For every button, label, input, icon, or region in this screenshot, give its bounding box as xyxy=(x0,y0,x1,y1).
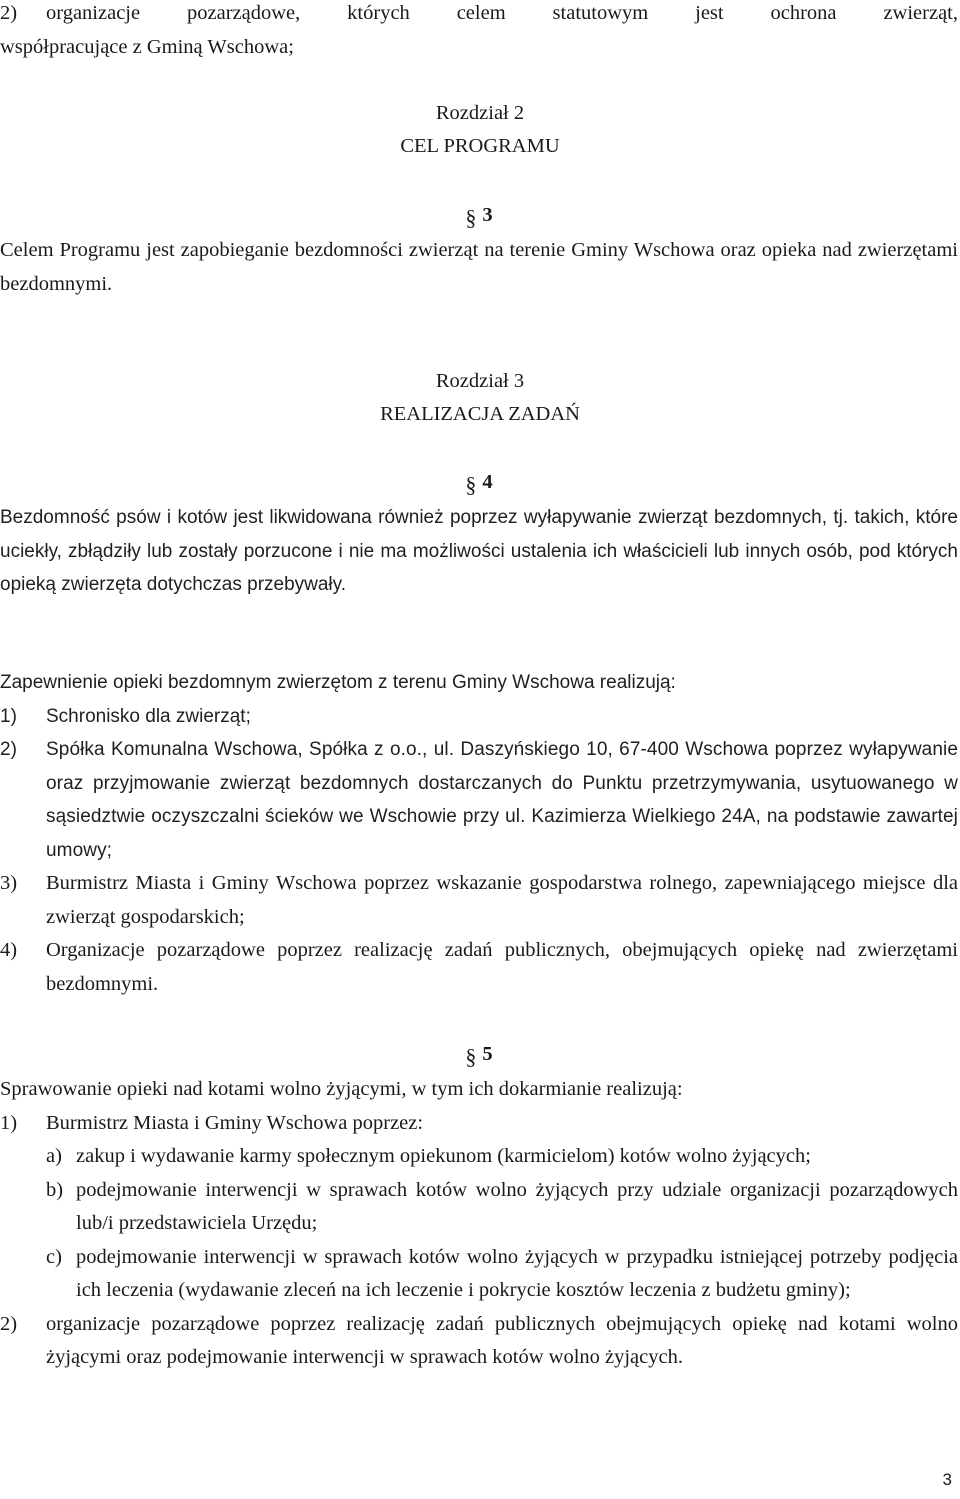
list-item-text: Organizacje pozarządowe poprzez realizację zadań publicznych, obejmujących opiekę nad zwierzętami bezdomnymi. xyxy=(46,939,958,995)
chapter-3-subtitle: REALIZACJA ZADAŃ xyxy=(380,403,580,425)
sub-list-item-letter: b) xyxy=(46,1178,64,1201)
chapter-2-title: Rozdział 2 xyxy=(435,102,525,124)
sub-list-item xyxy=(0,1140,958,1174)
list-item-text: organizacje pozarządowe poprzez realizację zadań publicznych obejmujących opiekę nad kotami wolno żyjącymi oraz podejmowanie interwencji w sprawach kotów wolno żyjących. xyxy=(46,1312,958,1368)
list-item-text: Schronisko dla zwierząt; xyxy=(46,705,251,727)
chapter-2-subtitle: CEL PROGRAMU xyxy=(400,135,560,157)
sub-list-item-letter: a) xyxy=(46,1145,62,1167)
sub-list-item xyxy=(0,1174,958,1241)
paragraph-4-heading xyxy=(0,466,958,501)
chapter-2-heading xyxy=(0,97,960,163)
sub-list-item-text: zakup i wydawanie karmy społecznym opiekunom (karmicielom) kotów wolno żyjących; xyxy=(76,1145,811,1167)
chapter-3-heading xyxy=(0,365,960,431)
paragraph-5-heading xyxy=(0,1038,958,1073)
paragraph-4-text: Bezdomność psów i kotów jest likwidowana również poprzez wyłapywanie zwierząt bezdomnych, tj. takich, które uciekły, zbłądziły lub zostały porzucone i nie ma możliwości ustalenia ich właścicieli lub innych osób, pod których opieką zwierzęta dotychczas przebywały. xyxy=(0,507,958,595)
list-item-number: 4) xyxy=(0,939,18,961)
list-item xyxy=(0,1308,958,1375)
list-item xyxy=(0,867,958,934)
list-item xyxy=(0,934,958,1001)
sub-list-item-letter: c) xyxy=(46,1245,62,1268)
list-item-text: Spółka Komunalna Wschowa, Spółka z o.o., ul. Daszyńskiego 10, 67-400 Wschowa poprzez wyłapywanie oraz przyjmowanie zwierząt bezdomnych dostarczanych do Punktu przetrzymywania, usytuowanego w sąsiedztwie oczyszczalni ścieków we Wschowie przy ul. Kazimierza Wielkiego 24A, na podstawie zawartej umowy; xyxy=(46,739,958,861)
paragraph-5 xyxy=(0,1038,958,1375)
paragraph-5-number: 5 xyxy=(482,1043,493,1065)
paragraph-3 xyxy=(0,199,958,301)
list-item-number: 3) xyxy=(0,872,18,894)
list-item-number: 1) xyxy=(0,1111,18,1134)
list-item-text: Burmistrz Miasta i Gminy Wschowa poprzez wskazanie gospodarstwa rolnego, zapewniającego miejsce dla zwierząt gospodarskich; xyxy=(46,872,958,928)
top-item-line2: współpracujące z Gminą Wschowa; xyxy=(0,35,294,58)
section-sign-icon: § xyxy=(465,1044,477,1069)
sub-list-item-text: podejmowanie interwencji w sprawach kotów wolno żyjących w przypadku istniejącej potrzeby podjęcia ich leczenia (wydawanie zleceń na ich leczenie i pokrycie kosztów leczenia z budżetu gminy); xyxy=(76,1245,958,1301)
paragraph-3-text: Celem Programu jest zapobieganie bezdomności zwierząt na terenie Gminy Wschowa oraz opieka nad zwierzętami bezdomnymi. xyxy=(0,239,958,295)
paragraph-4 xyxy=(0,466,958,602)
list-item-number: 1) xyxy=(0,705,17,727)
sub-list-item xyxy=(0,1241,958,1308)
paragraph-4-number: 4 xyxy=(482,471,493,493)
list-item xyxy=(0,700,958,734)
paragraph-4-intro: Zapewnienie opieki bezdomnym zwierzętom z terenu Gminy Wschowa realizują: xyxy=(0,672,676,693)
list-item-text: Burmistrz Miasta i Gminy Wschowa poprzez: xyxy=(46,1111,424,1134)
section-sign-icon: § xyxy=(465,472,477,497)
list-item xyxy=(0,1107,958,1141)
paragraph-3-heading xyxy=(0,199,958,234)
paragraph-4-list-continued xyxy=(0,733,958,1001)
list-item-number: 2) xyxy=(0,1312,18,1335)
paragraph-3-number: 3 xyxy=(482,204,493,226)
list-item-number: 2) xyxy=(0,739,18,760)
chapter-3-title: Rozdział 3 xyxy=(435,370,525,392)
section-sign-icon: § xyxy=(465,205,477,230)
page-number: 3 xyxy=(942,1470,952,1489)
paragraph-5-intro: Sprawowanie opieki nad kotami wolno żyjącymi, w tym ich dokarmianie realizują: xyxy=(0,1078,683,1100)
top-list-item xyxy=(0,0,958,64)
sub-list-item-text: podejmowanie interwencji w sprawach kotów wolno żyjących przy udziale organizacji pozarządowych lub/i przedstawiciela Urzędu; xyxy=(76,1178,958,1234)
top-item-line1: organizacje pozarządowe, których celem statutowym jest ochrona zwierząt, xyxy=(46,2,958,24)
top-item-number: 2) xyxy=(0,2,18,24)
